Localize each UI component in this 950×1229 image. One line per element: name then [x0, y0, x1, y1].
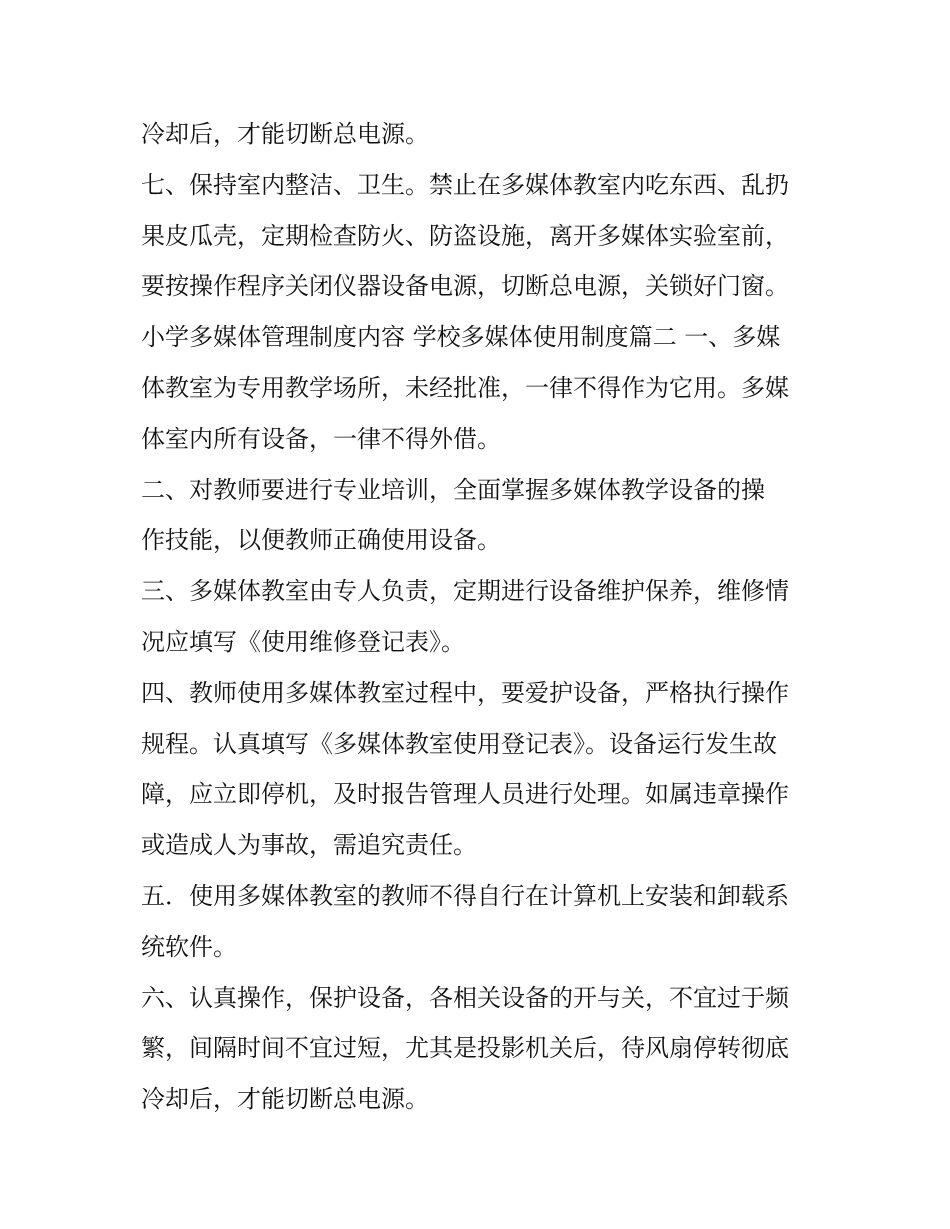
document-body: [141, 109, 821, 1125]
text-line: 规程。认真填写《多媒体教室使用登记表》。设备运行发生故: [141, 729, 777, 758]
text-line: 五．使用多媒体教室的教师不得自行在计算机上安装和卸载系: [141, 881, 789, 910]
text-line: 二、对教师要进行专业培训，全面掌握多媒体教学设备的操: [141, 475, 765, 504]
text-line: 统软件。: [141, 932, 237, 961]
text-line: 冷却后，才能切断总电源。: [141, 120, 429, 148]
text-line: 七、保持室内整洁、卫生。禁止在多媒体教室内吃东西、乱扔: [141, 170, 789, 199]
text-line: 四、教师使用多媒体教室过程中，要爱护设备，严格执行操作: [141, 678, 789, 707]
text-line: 体教室为专用教学场所，未经批准，一律不得作为它用。多媒: [141, 373, 789, 402]
text-line: 六、认真操作，保护设备，各相关设备的开与关，不宜过于频: [141, 983, 789, 1012]
text-line: 小学多媒体管理制度内容 学校多媒体使用制度篇二 一、多媒: [141, 323, 781, 352]
text-line: 三、多媒体教室由专人负责，定期进行设备维护保养，维修情: [141, 577, 789, 606]
text-line: 要按操作程序关闭仪器设备电源，切断总电源，关锁好门窗。: [141, 272, 789, 301]
text-line: 作技能，以便教师正确使用设备。: [141, 526, 501, 555]
text-line: 冷却后，才能切断总电源。: [141, 1085, 429, 1114]
text-line: 果皮瓜壳，定期检查防火、防盗设施，离开多媒体实验室前，: [141, 221, 789, 250]
text-line: 繁，间隔时间不宜过短，尤其是投影机关后，待风扇停转彻底: [141, 1034, 789, 1063]
text-line: 体室内所有设备，一律不得外借。: [141, 424, 501, 453]
text-line: 障，应立即停机，及时报告管理人员进行处理。如属违章操作: [141, 780, 789, 809]
text-line: 况应填写《使用维修登记表》。: [141, 627, 465, 656]
text-line: 或造成人为事故，需追究责任。: [141, 831, 477, 860]
